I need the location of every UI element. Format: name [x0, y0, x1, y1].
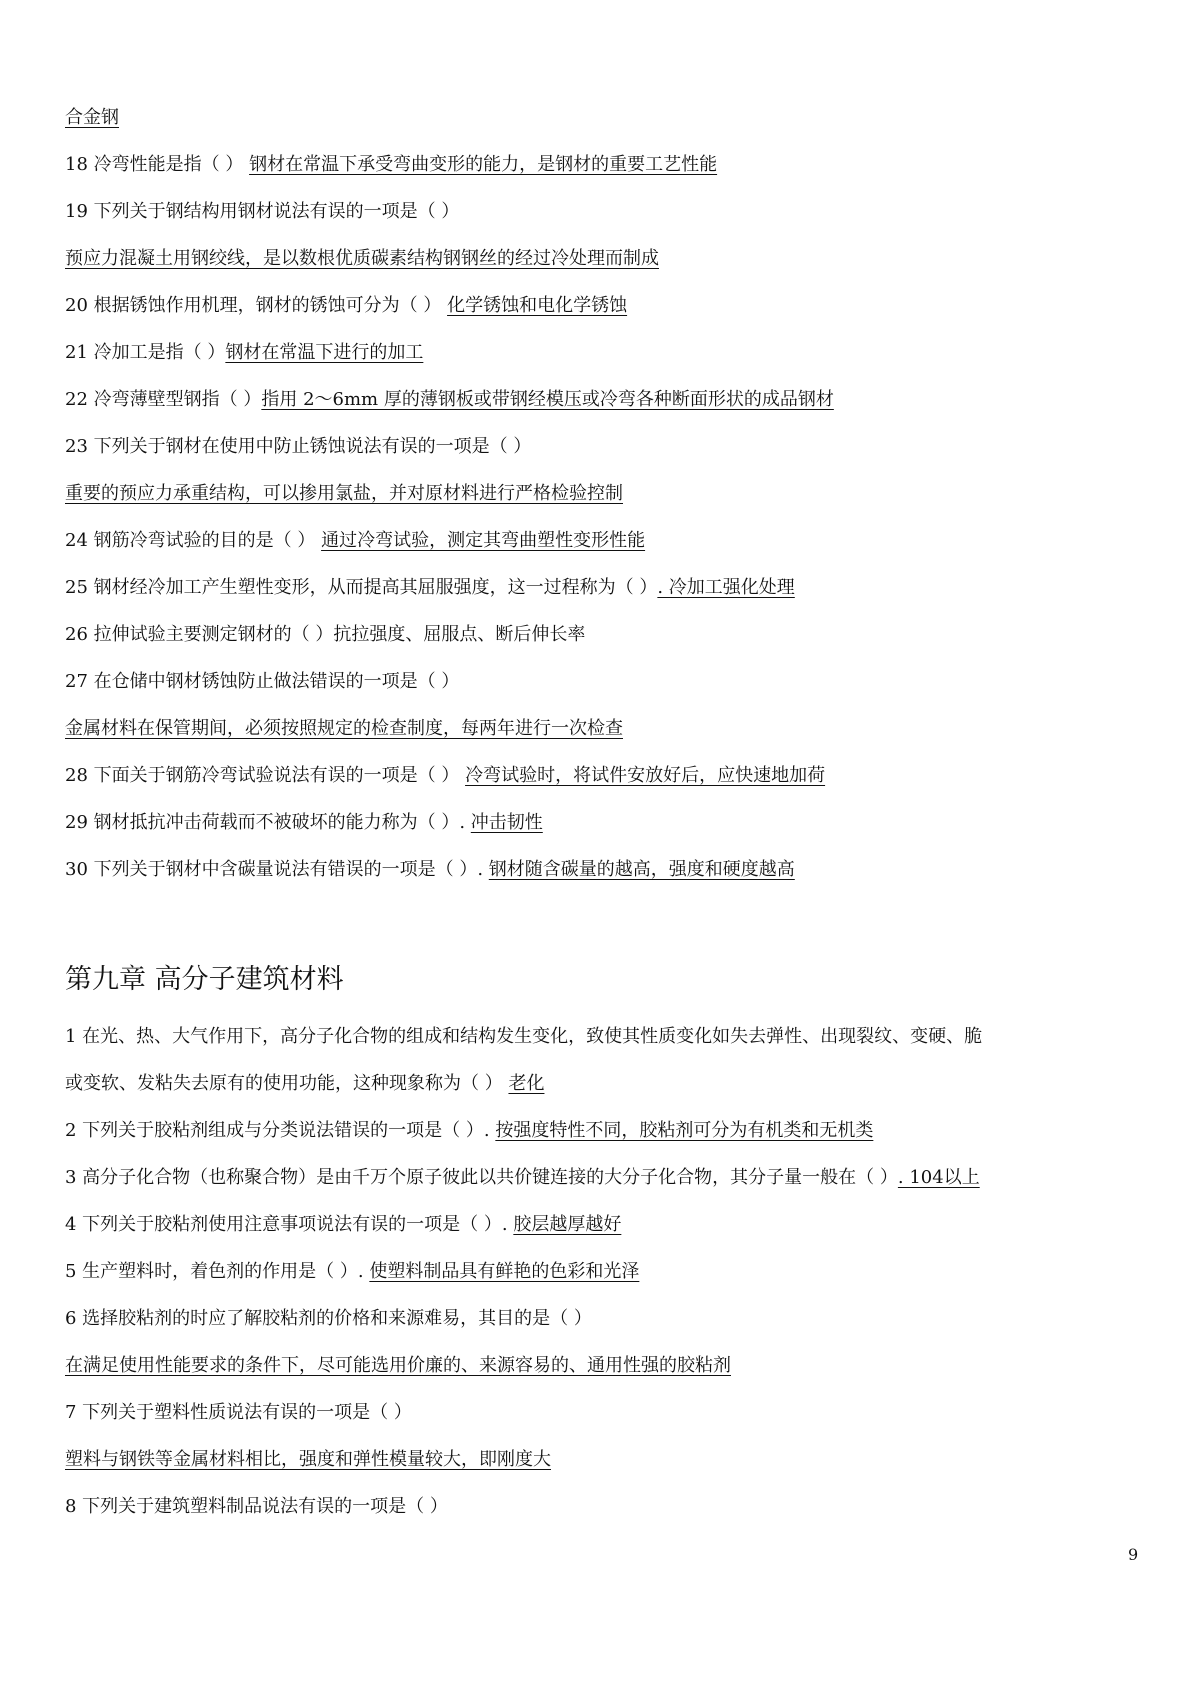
answer-text: 钢材随含碳量的越高，强度和硬度越高	[488, 859, 795, 880]
question-text: 8 下列关于建筑塑料制品说法有误的一项是（ ）	[65, 1496, 448, 1517]
answer-text: 塑料与钢铁等金属材料相比，强度和弹性模量较大，即刚度大	[65, 1449, 551, 1470]
answer-text: 胶层越厚越好	[513, 1214, 622, 1235]
question-text: 19 下列关于钢结构用钢材说法有误的一项是（ ）	[65, 201, 460, 222]
question-text: 或变软、发粘失去原有的使用功能，这种现象称为（ ）	[65, 1073, 509, 1094]
answer-text: 使塑料制品具有鲜艳的色彩和光泽	[369, 1261, 640, 1282]
question-line	[65, 1154, 1145, 1201]
question-text: 28 下面关于钢筋冷弯试验说法有误的一项是（ ）	[65, 765, 466, 786]
question-line	[65, 799, 1145, 846]
question-line	[65, 423, 1145, 470]
question-line	[65, 846, 1145, 893]
question-line	[65, 1248, 1145, 1295]
section-spacer	[65, 893, 1145, 955]
question-text: 27 在仓储中钢材锈蚀防止做法错误的一项是（ ）	[65, 671, 460, 692]
section-polymer-questions	[65, 1013, 1145, 1530]
question-line	[65, 282, 1145, 329]
question-line	[65, 1436, 1145, 1483]
section-steel-questions	[65, 94, 1145, 893]
question-line	[65, 1389, 1145, 1436]
question-line	[65, 1295, 1145, 1342]
question-line	[65, 564, 1145, 611]
answer-text: 重要的预应力承重结构，可以掺用氯盐，并对原材料进行严格检验控制	[65, 483, 623, 504]
page-number: 9	[1128, 1545, 1139, 1564]
answer-text: 合金钢	[65, 107, 119, 128]
question-text: 6 选择胶粘剂的时应了解胶粘剂的价格和来源难易，其目的是（ ）	[65, 1308, 592, 1329]
question-line	[65, 1483, 1145, 1530]
question-line	[65, 188, 1145, 235]
question-line	[65, 658, 1145, 705]
question-text: 22 冷弯薄壁型钢指（ ）	[65, 389, 262, 410]
question-text: 30 下列关于钢材中含碳量说法有错误的一项是（ ）.	[65, 859, 489, 880]
answer-text: 冷弯试验时，将试件安放好后，应快速地加荷	[465, 765, 826, 786]
answer-text: 冲击韧性	[470, 812, 543, 833]
question-text: 25 钢材经冷加工产生塑性变形，从而提高其屈服强度，这一过程称为（ ）	[65, 577, 658, 598]
question-line	[65, 1201, 1145, 1248]
question-line	[65, 517, 1145, 564]
question-text: 7 下列关于塑料性质说法有误的一项是（ ）	[65, 1402, 412, 1423]
answer-text: 金属材料在保管期间，必须按照规定的检查制度，每两年进行一次检查	[65, 718, 623, 739]
question-line	[65, 470, 1145, 517]
question-text: 4 下列关于胶粘剂使用注意事项说法有误的一项是（ ）.	[65, 1214, 514, 1235]
question-text: 5 生产塑料时，着色剂的作用是（ ）.	[65, 1261, 370, 1282]
question-line	[65, 376, 1145, 423]
question-line	[65, 94, 1145, 141]
answer-text: 化学锈蚀和电化学锈蚀	[447, 295, 628, 316]
question-line	[65, 752, 1145, 799]
question-line	[65, 1342, 1145, 1389]
answer-text: . 104以上	[897, 1167, 980, 1188]
question-text: 26 拉伸试验主要测定钢材的（ ）抗拉强度、屈服点、断后伸长率	[65, 624, 586, 645]
answer-text: 通过冷弯试验，测定其弯曲塑性变形性能	[321, 530, 646, 551]
answer-text: 钢材在常温下进行的加工	[225, 342, 424, 363]
question-text: 2 下列关于胶粘剂组成与分类说法错误的一项是（ ）.	[65, 1120, 496, 1141]
question-line	[65, 141, 1145, 188]
question-line	[65, 1013, 1145, 1060]
question-text: 29 钢材抵抗冲击荷载而不被破坏的能力称为（ ）.	[65, 812, 471, 833]
answer-text: 在满足使用性能要求的条件下，尽可能选用价廉的、来源容易的、通用性强的胶粘剂	[65, 1355, 731, 1376]
answer-text: 指用 2～6mm 厚的薄钢板或带钢经模压或冷弯各种断面形状的成品钢材	[261, 389, 834, 410]
question-text: 20 根据锈蚀作用机理，钢材的锈蚀可分为（ ）	[65, 295, 448, 316]
answer-text: . 冷加工强化处理	[657, 577, 795, 598]
question-text: 21 冷加工是指（ ）	[65, 342, 226, 363]
question-text: 3 高分子化合物（也称聚合物）是由千万个原子彼此以共价键连接的大分子化合物，其分子量一般在（ ）	[65, 1167, 898, 1188]
answer-text: 预应力混凝土用钢绞线，是以数根优质碳素结构钢钢丝的经过冷处理而制成	[65, 248, 659, 269]
chapter-title: 第九章 高分子建筑材料	[65, 964, 344, 995]
question-text: 18 冷弯性能是指（ ）	[65, 154, 250, 175]
question-text: 1 在光、热、大气作用下，高分子化合物的组成和结构发生变化，致使其性质变化如失去弹性、出现裂纹、变硬、脆	[65, 1026, 983, 1047]
answer-text: 按强度特性不同，胶粘剂可分为有机类和无机类	[495, 1120, 874, 1141]
answer-text: 老化	[508, 1073, 545, 1094]
question-line	[65, 1060, 1145, 1107]
question-line	[65, 235, 1145, 282]
document-body	[65, 94, 1145, 1530]
answer-text: 钢材在常温下承受弯曲变形的能力，是钢材的重要工艺性能	[249, 154, 718, 175]
question-line	[65, 329, 1145, 376]
question-line	[65, 705, 1145, 752]
question-line	[65, 611, 1145, 658]
question-line	[65, 1107, 1145, 1154]
question-text: 24 钢筋冷弯试验的目的是（ ）	[65, 530, 322, 551]
question-text: 23 下列关于钢材在使用中防止锈蚀说法有误的一项是（ ）	[65, 436, 532, 457]
